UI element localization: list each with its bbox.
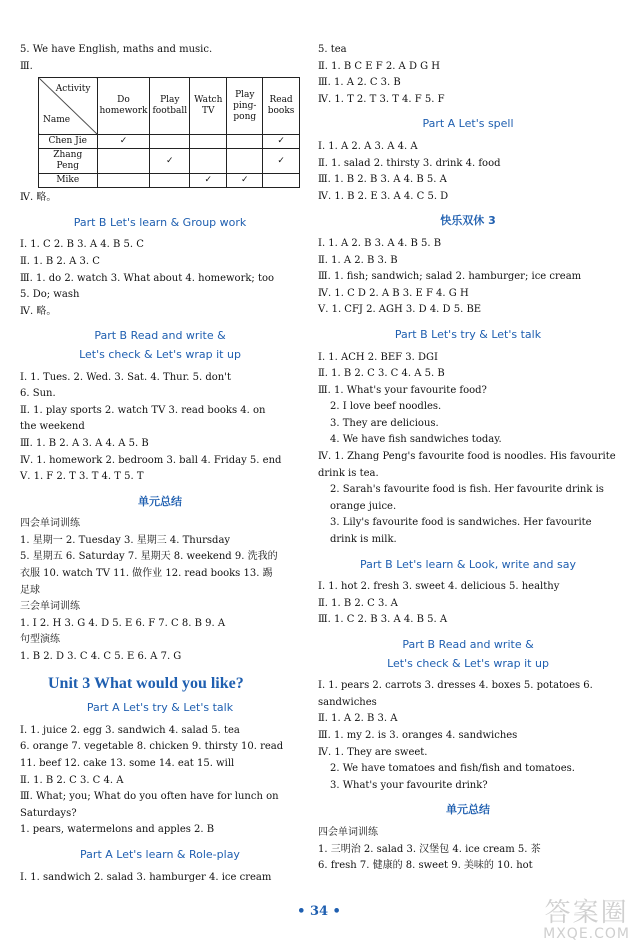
answer-line: 5. Do; wash [20, 289, 80, 301]
right-column [318, 42, 618, 875]
answer-line: Ⅳ. 1. Zhang Peng's favourite food is noodles. His favourite drink is tea. [318, 451, 616, 479]
answer-line: 6. fresh 7. 健康的 8. sweet 9. 美味的 10. hot [318, 860, 533, 872]
answer-line: 6. Sun. [20, 388, 56, 400]
section-label: Ⅲ. [20, 60, 33, 72]
answer-line: 5. 星期五 6. Saturday 7. 星期天 8. weekend 9. 洗我的 [20, 551, 278, 563]
answer-line: 2. We have tomatoes and fish/fish and tomatoes. [330, 763, 575, 775]
answer-line: Ⅰ. 1. ACH 2. BEF 3. DGI [318, 351, 438, 363]
table-row [39, 149, 300, 174]
table-header: Watch TV [190, 78, 227, 135]
answer-line: Ⅰ. 1. juice 2. egg 3. sandwich 4. salad 5. tea [20, 724, 240, 736]
answer-line: Saturdays? [20, 807, 77, 819]
answer-line: Ⅱ. 1. B C E F 2. A D G H [318, 60, 441, 72]
table-cell [227, 135, 263, 149]
answer-line: 4. We have fish sandwiches today. [330, 434, 502, 446]
table-cell [150, 174, 190, 188]
table-cell [190, 149, 227, 174]
unit-summary-heading: 单元总结 [446, 803, 490, 817]
answer-line: Ⅱ. 1. A 2. B 3. B [318, 254, 398, 266]
corner-activity-label: Activity [55, 84, 91, 95]
answer-line: Ⅲ. 1. C 2. B 3. A 4. B 5. A [318, 614, 448, 626]
section-heading: Let's check & Let's wrap it up [79, 347, 241, 361]
answer-line: Ⅱ. 1. B 2. C 3. C 4. A 5. B [318, 368, 445, 380]
table-cell [227, 149, 263, 174]
answer-line: 5. tea [318, 44, 347, 55]
table-cell [263, 174, 300, 188]
answer-line: Ⅳ. 略。 [20, 192, 57, 204]
watermark-bottom: MXQE.COM [543, 926, 630, 943]
answer-line: 足球 [20, 584, 40, 596]
watermark-logo [543, 900, 630, 942]
table-cell: ✓ [227, 174, 263, 188]
answer-line: Ⅱ. 1. A 2. B 3. A [318, 713, 398, 725]
answer-line: Ⅲ. 1. B 2. B 3. A 4. B 5. A [318, 174, 447, 186]
answer-line: 2. Sarah's favourite food is fish. Her favourite drink is orange juice. [330, 484, 604, 512]
table-cell [97, 149, 150, 174]
row-name: Mike [39, 174, 98, 188]
answer-line: Ⅰ. 1. hot 2. fresh 3. sweet 4. delicious 5. healthy [318, 581, 560, 593]
table-corner [39, 78, 98, 135]
table-cell [97, 174, 150, 188]
section-heading: Part A Let's learn & Role-play [80, 847, 240, 861]
answer-line: 1. 三明治 2. salad 3. 汉堡包 4. ice cream 5. 茶 [318, 843, 541, 855]
unit-summary-heading: 单元总结 [138, 494, 182, 508]
unit-title: Unit 3 What would you like? [48, 674, 244, 692]
row-name: Zhang Peng [39, 149, 98, 174]
section-heading: Let's check & Let's wrap it up [387, 656, 549, 670]
table-cell: ✓ [150, 149, 190, 174]
corner-name-label: Name [43, 115, 71, 126]
answer-line: the weekend [20, 421, 85, 433]
answer-line: Ⅰ. 1. Tues. 2. Wed. 3. Sat. 4. Thur. 5. don't [20, 371, 231, 383]
answer-line: Ⅰ. 1. sandwich 2. salad 3. hamburger 4. ice cream [20, 871, 272, 883]
answer-line: 四会单词训练 [20, 518, 80, 530]
answer-line: 1. 星期一 2. Tuesday 3. 星期三 4. Thursday [20, 534, 231, 546]
section-heading: Part B Let's learn & Look, write and say [359, 557, 577, 571]
answer-line: Ⅳ. 1. C D 2. A B 3. E F 4. G H [318, 287, 469, 299]
answer-line: Ⅰ. 1. pears 2. carrots 3. dresses 4. boxes 5. potatoes 6. sandwiches [318, 680, 593, 708]
table-cell: ✓ [263, 135, 300, 149]
section-heading: Part B Let's learn & Group work [73, 215, 247, 229]
answer-line: Ⅴ. 1. CFJ 2. AGH 3. D 4. D 5. BE [318, 304, 482, 316]
answer-line: 3. Lily's favourite food is sandwiches. Her favourite drink is milk. [330, 517, 592, 546]
answer-line: Ⅲ. 1. B 2. A 3. A 4. A 5. B [20, 437, 149, 449]
page-number: • 34 • [297, 904, 341, 919]
answer-line: Ⅲ. 1. A 2. C 3. B [318, 77, 401, 89]
answer-line: Ⅴ. 1. F 2. T 3. T 4. T 5. T [20, 471, 144, 483]
section-heading: Part B Let's try & Let's talk [394, 327, 542, 341]
answer-line: Ⅱ. 1. B 2. C 3. C 4. A [20, 774, 124, 786]
answer-line: Ⅳ. 略。 [20, 305, 57, 317]
table-cell: ✓ [190, 174, 227, 188]
answer-line: Ⅱ. 1. B 2. A 3. C [20, 255, 100, 267]
answer-line: Ⅲ. What; you; What do you often have for lunch on [20, 791, 279, 803]
section-heading: 快乐双休 3 [440, 214, 496, 228]
answer-line: Ⅰ. 1. A 2. A 3. A 4. A [318, 140, 418, 152]
watermark-top: 答案圈 [544, 898, 629, 929]
answer-line: Ⅳ. 1. They are sweet. [318, 746, 428, 758]
answer-line: Ⅳ. 1. B 2. E 3. A 4. C 5. D [318, 190, 449, 202]
answer-line: 3. What's your favourite drink? [330, 779, 488, 791]
answer-line: Ⅳ. 1. homework 2. bedroom 3. ball 4. Friday 5. end [20, 454, 282, 466]
answer-line: Ⅰ. 1. A 2. B 3. A 4. B 5. B [318, 237, 442, 249]
table-header: Play ping-pong [227, 78, 263, 135]
left-column [20, 42, 300, 886]
answer-line: Ⅲ. 1. fish; sandwich; salad 2. hamburger; ice cream [318, 271, 582, 283]
activity-table [38, 77, 300, 188]
table-cell [190, 135, 227, 149]
table-header: Do homework [97, 78, 150, 135]
answer-line: 2. I love beef noodles. [330, 401, 442, 413]
answer-line: 1. pears, watermelons and apples 2. B [20, 824, 215, 836]
table-row [39, 174, 300, 188]
answer-line: Ⅰ. 1. C 2. B 3. A 4. B 5. C [20, 239, 144, 251]
answer-line: Ⅱ. 1. salad 2. thirsty 3. drink 4. food [318, 157, 501, 169]
table-cell: ✓ [263, 149, 300, 174]
answer-line: Ⅳ. 1. T 2. T 3. T 4. F 5. F [318, 93, 445, 105]
answer-line: Ⅱ. 1. B 2. C 3. A [318, 597, 398, 609]
section-heading: Part B Read and write & [94, 329, 226, 343]
row-name: Chen Jie [39, 135, 98, 149]
answer-line: 句型演练 [20, 634, 60, 646]
answer-line: 6. orange 7. vegetable 8. chicken 9. thirsty 10. read [20, 741, 284, 753]
table-cell [150, 135, 190, 149]
answer-line: 3. They are delicious. [330, 417, 439, 429]
table-header: Play football [150, 78, 190, 135]
answer-line: 四会单词训练 [318, 826, 378, 838]
answer-line: 衣服 10. watch TV 11. 做作业 12. read books 13. 踢 [20, 568, 273, 580]
answer-line: Ⅲ. 1. do 2. watch 3. What about 4. homework; too [20, 272, 275, 284]
answer-line: Ⅱ. 1. play sports 2. watch TV 3. read books 4. on [20, 404, 266, 416]
answer-line: 1. B 2. D 3. C 4. C 5. E 6. A 7. G [20, 651, 182, 663]
section-heading: Part A Let's try & Let's talk [86, 701, 234, 715]
table-header: Read books [263, 78, 300, 135]
answer-line: Ⅲ. 1. What's your favourite food? [318, 384, 487, 396]
answer-line: 11. beef 12. cake 13. some 14. eat 15. will [20, 758, 235, 769]
section-heading: Part B Read and write & [402, 638, 534, 651]
table-row [39, 135, 300, 149]
answer-line: 5. We have English, maths and music. [20, 44, 213, 55]
answer-line: 1. I 2. H 3. G 4. D 5. E 6. F 7. C 8. B 9. A [20, 617, 226, 629]
table-cell: ✓ [97, 135, 150, 149]
answer-line: Ⅲ. 1. my 2. is 3. oranges 4. sandwiches [318, 729, 518, 741]
section-heading: Part A Let's spell [422, 117, 514, 131]
answer-line: 三会单词训练 [20, 601, 80, 613]
